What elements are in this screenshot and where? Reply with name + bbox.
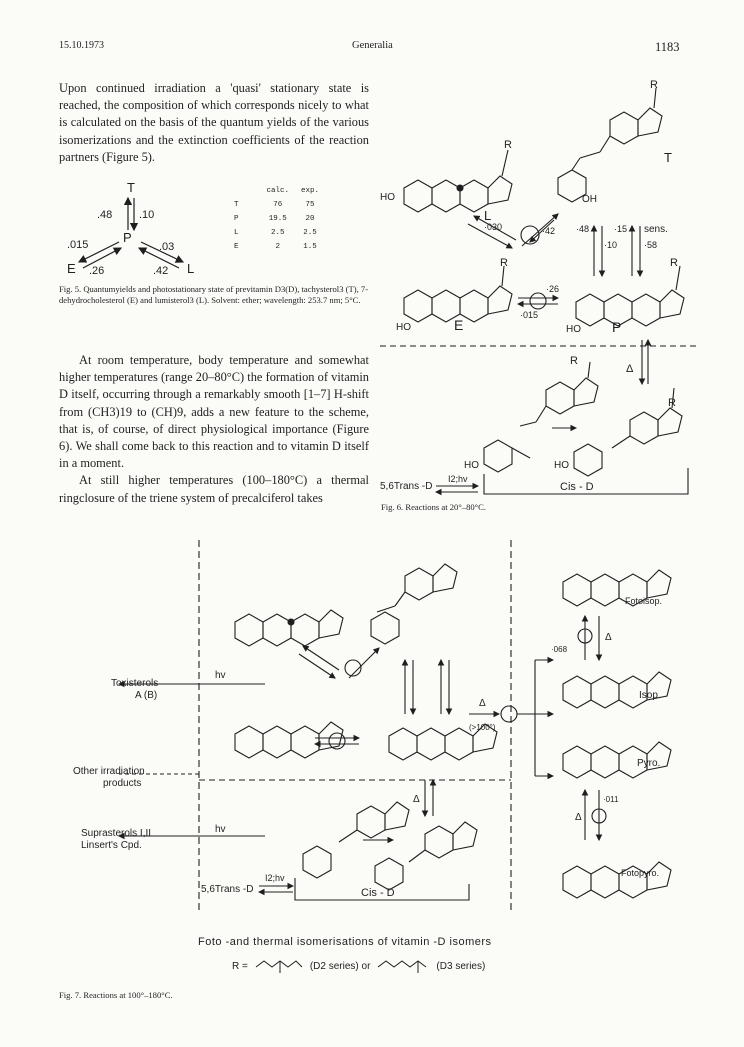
exp-cell: 75 — [305, 201, 315, 209]
fig7-other-label: Other irradiation — [73, 766, 145, 777]
fig5-node-t: T — [127, 180, 135, 195]
fig6-molecule-e — [404, 266, 512, 322]
fig7-molecule-t — [371, 564, 457, 644]
fig6-cis-label: Cis - D — [560, 481, 594, 493]
fig6-r-label: R — [570, 355, 578, 367]
fig5-table-header — [228, 184, 325, 198]
fig6-trans-label: 5,6Trans -D — [380, 481, 433, 492]
fig6-sens-label: sens. — [644, 224, 668, 235]
fig7-hv-label: hv — [215, 670, 226, 681]
fig7-hv-label: hv — [215, 824, 226, 835]
fig6-ho-label: HO — [396, 322, 411, 333]
header-page-number: 1183 — [655, 40, 680, 54]
fig7-r-label: R = — [232, 960, 248, 972]
fig7-title: Foto -and thermal isomerisations of vitamin -D isomers — [198, 936, 492, 948]
fig5-yield-ep: .26 — [89, 265, 105, 277]
fig7-linsert-label: Linsert's Cpd. — [81, 840, 142, 851]
table-row — [228, 240, 325, 254]
fig6-diagram — [380, 70, 700, 500]
fig7-yield-068: ·068 — [551, 645, 568, 654]
fig7-cis-label: Cis - D — [361, 887, 395, 899]
fig7-molecule-l — [235, 610, 343, 646]
exp-cell: 20 — [305, 215, 315, 223]
fig5-col-exp: exp. — [301, 187, 320, 195]
fig6-r-label: R — [500, 257, 508, 269]
fig6-r-label: R — [650, 79, 658, 91]
table-row — [228, 212, 325, 226]
intro-paragraph — [59, 80, 369, 166]
header-journal: Generalia — [352, 40, 393, 51]
exp-cell: 2.5 — [303, 229, 317, 237]
fig7-fotoisop-label: Fotoisop. — [625, 596, 663, 606]
fig7-pyro-label: Pyro. — [637, 758, 661, 769]
fig6-molecule-l — [404, 150, 512, 212]
fig6-oh-label: OH — [582, 194, 597, 205]
fig6-yield-58: ·58 — [644, 240, 658, 250]
fig6-ho-label: HO — [554, 460, 569, 471]
fig6-molecule-vitamin-d — [484, 362, 598, 472]
fig7-diagram — [59, 540, 699, 980]
fig6-label-p: P — [612, 319, 622, 335]
fig7-toxisterols-sub: A (B) — [135, 690, 158, 701]
fig7-d2-sidechain-icon — [254, 957, 304, 975]
fig7-molecule-e — [235, 722, 343, 758]
fig6-yield-030: ·030 — [484, 222, 503, 232]
table-row — [228, 226, 325, 240]
fig7-delta: Δ — [413, 794, 420, 805]
calc-cell: 2.5 — [271, 229, 285, 237]
fig6-r-label: R — [504, 139, 512, 151]
fig6-yield-10: ·10 — [604, 240, 618, 250]
fig6-label-e: E — [454, 317, 464, 333]
fig7-fotopyro-label: Fotopyro. — [621, 868, 660, 878]
fig5-caption: Fig. 5. Quantumyields and photostationary state of previtamin D3(D), tachysterol3 (T), 7-dehydrocholesterol (E) and lumisterol3 (L). Solvent: ether; wavelength: 253.7 nm; 5°C. — [59, 284, 369, 305]
table-row — [228, 198, 325, 212]
fig6-yield-015: ·015 — [520, 310, 539, 320]
fig7-delta: Δ — [575, 812, 582, 823]
fig6-delta: Δ — [626, 363, 634, 375]
fig7-molecule-cis-d — [375, 822, 477, 890]
fig5-scheme — [59, 180, 199, 280]
body-text — [59, 352, 369, 507]
fig6-molecule-p — [576, 266, 684, 326]
fig6-caption: Fig. 6. Reactions at 20°–80°C. — [381, 502, 486, 512]
fig5-yield-lp: .42 — [153, 265, 169, 277]
fig5-node-l: L — [187, 261, 195, 276]
row-label: T — [234, 201, 239, 209]
exp-cell: 1.5 — [303, 243, 317, 251]
fig7-toxisterols-label: Toxisterols — [111, 678, 159, 689]
fig6-ho-label: HO — [380, 192, 395, 203]
calc-cell: 19.5 — [268, 215, 287, 223]
row-label: P — [234, 215, 239, 223]
body-paragraph-2: At still higher temperatures (100–180°C) a thermal ringclosure of the triene system of precalciferol takes — [59, 473, 369, 505]
fig7-d3-series-label: (D3 series) — [436, 960, 486, 972]
body-paragraph-1: At room temperature, body temperature and somewhat higher temperatures (range 20–80°C) the formation of vitamin D itself, occurring through a remarkably smooth [1–7] H-shift from (CH3)19 to (CH)9, adds a new feature to the scheme, that is, of course, of direct physiological importance (Figure 6). We shall come back to this reaction and to vitamin D itself in a moment. — [59, 353, 369, 471]
fig7-d3-sidechain-icon — [376, 957, 430, 975]
fig5-table — [228, 184, 325, 254]
fig6-yield-48: ·48 — [576, 224, 590, 234]
fig5-node-e: E — [67, 261, 76, 276]
calc-cell: 2 — [275, 243, 281, 251]
fig7-yield-011: ·011 — [603, 795, 619, 804]
fig5-yield-tp: .10 — [139, 209, 155, 221]
intro-text: Upon continued irradiation a 'quasi' stationary state is reached, the composition of which corresponds nicely to what is calculated on the basis of the quantum yields of the various isomerizations and the extinction coefficients of the reaction partners (Figure 5). — [59, 81, 369, 164]
fig7-molecule-vitamin-d — [303, 802, 409, 878]
fig6-ho-label: HO — [566, 324, 581, 335]
fig7-d2-series-label: (D2 series) or — [309, 960, 371, 972]
fig6-yield-42: ·42 — [542, 226, 556, 236]
fig5-yield-pl: .03 — [159, 241, 175, 253]
fig7-delta: Δ — [605, 632, 612, 643]
calc-cell: 76 — [273, 201, 283, 209]
row-label: E — [234, 243, 239, 251]
fig6-i2hv-label: I2;hv — [448, 474, 468, 484]
fig7-temp-label: (>100°) — [469, 723, 496, 732]
fig5-col-calc: calc. — [266, 187, 290, 195]
fig5-node-p: P — [123, 230, 132, 245]
fig7-suprasterols-label: Suprasterols I,II — [81, 828, 152, 839]
row-label: L — [234, 229, 239, 237]
fig6-molecule-t — [558, 88, 662, 202]
fig7-delta: Δ — [479, 698, 486, 709]
fig7-trans-label: 5,6Trans -D — [201, 884, 254, 895]
header-date: 15.10.1973 — [59, 40, 104, 51]
fig7-r-definition — [232, 957, 485, 975]
fig6-yield-15: ·15 — [614, 224, 628, 234]
fig6-molecule-cis-d — [574, 388, 682, 476]
fig7-i2hv-label: I2;hv — [265, 873, 285, 883]
fig6-r-label: R — [670, 257, 678, 269]
fig7-caption: Fig. 7. Reactions at 100°–180°C. — [59, 990, 173, 1000]
fig5-yield-pt: .48 — [97, 209, 113, 221]
fig6-label-t: T — [664, 150, 672, 165]
fig5-yield-pe: .015 — [67, 239, 89, 251]
fig7-isop-label: Isop. — [639, 690, 661, 701]
fig6-ho-label: HO — [464, 460, 479, 471]
fig6-r-label: R — [668, 397, 676, 409]
fig7-other-sub: products — [103, 778, 142, 789]
fig6-label-l: L — [484, 208, 492, 223]
fig6-yield-26: ·26 — [546, 284, 560, 294]
